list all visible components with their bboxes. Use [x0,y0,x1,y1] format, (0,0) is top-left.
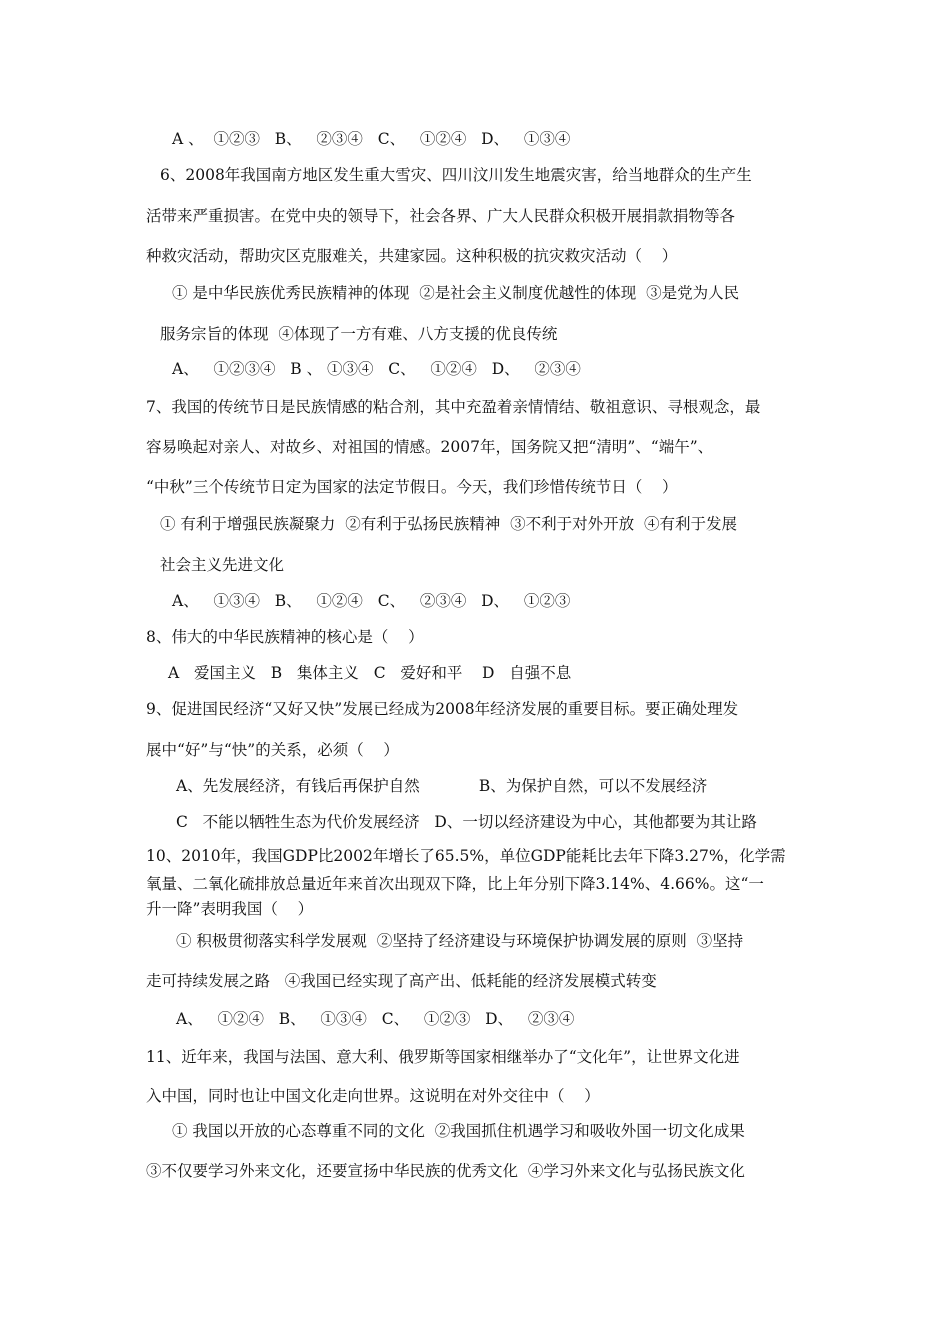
q10-stem-line-3: 升一降”表明我国（ ） [146,900,314,918]
q10-items-line-1: ① 积极贯彻落实科学发展观 ②坚持了经济建设与环境保护协调发展的原则 ③坚持 [176,932,744,950]
q9-options-line-1: A、先发展经济，有钱后再保护自然 B、为保护自然，可以不发展经济 [176,777,708,795]
q7-stem-line-3: “中秋”三个传统节日定为国家的法定节假日。今天，我们珍惜传统节日（ ） [146,478,678,496]
q9-stem-line-1: 9、促进国民经济“又好又快”发展已经成为2008年经济发展的重要目标。要正确处理发 [146,700,739,718]
q8-options: A 爱国主义 B 集体主义 C 爱好和平 D 自强不息 [168,664,572,682]
q11-items-line-2: ③不仅要学习外来文化，还要宣扬中华民族的优秀文化 ④学习外来文化与弘扬民族文化 [146,1162,745,1180]
q6-items-line-1: ① 是中华民族优秀民族精神的体现 ②是社会主义制度优越性的体现 ③是党为人民 [172,284,740,302]
q7-stem-line-1: 7、我国的传统节日是民族情感的粘合剂，其中充盈着亲情情结、敬祖意识、寻根观念，最 [146,398,761,416]
q10-stem-line-1: 10、2010年，我国GDP比2002年增长了65.5%，单位GDP能耗比去年下降3.27%，化学需 [146,847,786,865]
q7-items-line-1: ① 有利于增强民族凝聚力 ②有利于弘扬民族精神 ③不利于对外开放 ④有利于发展 [160,515,737,533]
q6-stem-line-1: 6、2008年我国南方地区发生重大雪灾、四川汶川发生地震灾害，给当地群众的生产生 [160,166,752,184]
q8-stem: 8、伟大的中华民族精神的核心是（ ） [146,628,424,646]
q11-stem-line-1: 11、近年来，我国与法国、意大利、俄罗斯等国家相继举办了“文化年”，让世界文化进 [146,1048,740,1066]
q11-items-line-1: ① 我国以开放的心态尊重不同的文化 ②我国抓住机遇学习和吸收外国一切文化成果 [172,1122,745,1140]
q10-stem-line-2: 氧量、二氧化硫排放总量近年来首次出现双下降，比上年分别下降3.14%、4.66%。这“一 [146,875,764,893]
q10-items-line-2: 走可持续发展之路 ④我国已经实现了高产出、低耗能的经济发展模式转变 [146,972,657,990]
q11-stem-line-2: 入中国，同时也让中国文化走向世界。这说明在对外交往中（ ） [146,1087,600,1105]
q7-options: A、 ①③④ B、 ①②④ C、 ②③④ D、 ①②③ [172,592,571,610]
q6-options: A、 ①②③④ B 、 ①③④ C、 ①②④ D、 ②③④ [172,360,581,378]
q5-options: A 、 ①②③ B、 ②③④ C、 ①②④ D、 ①③④ [172,130,571,148]
q7-stem-line-2: 容易唤起对亲人、对故乡、对祖国的情感。2007年，国务院又把“清明”、“端午”、 [146,438,714,456]
q10-options: A、 ①②④ B、 ①③④ C、 ①②③ D、 ②③④ [176,1010,575,1028]
q6-stem-line-3: 种救灾活动，帮助灾区克服难关，共建家园。这种积极的抗灾救灾活动（ ） [146,247,678,265]
q9-options-line-2: C 不能以牺牲生态为代价发展经济 D、一切以经济建设为中心，其他都要为其让路 [176,813,757,831]
q9-stem-line-2: 展中“好”与“快”的关系，必须（ ） [146,741,399,759]
q6-items-line-2: 服务宗旨的体现 ④体现了一方有难、八方支援的优良传统 [160,325,558,343]
q7-items-line-2: 社会主义先进文化 [160,556,285,574]
q6-stem-line-2: 活带来严重损害。在党中央的领导下，社会各界、广大人民群众积极开展捐款捐物等各 [146,207,736,225]
